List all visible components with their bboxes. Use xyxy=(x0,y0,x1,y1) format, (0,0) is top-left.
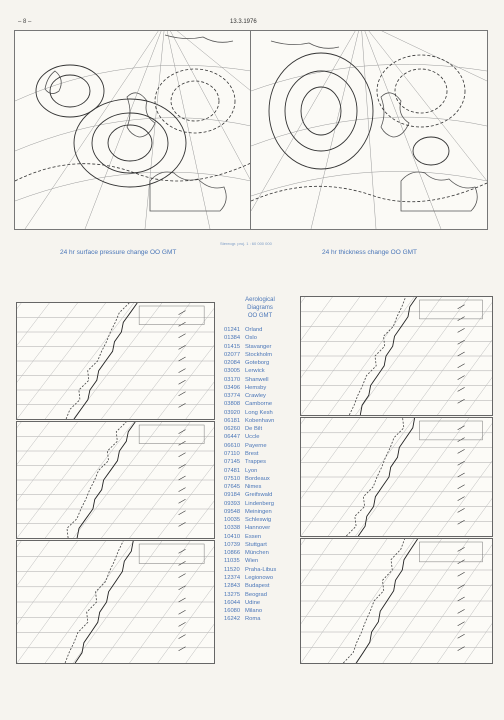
station-name: Crawley xyxy=(245,393,266,400)
station-row xyxy=(219,376,301,384)
station-name: Oslo xyxy=(245,335,257,342)
pressure-map-graphic xyxy=(15,31,251,229)
station-row xyxy=(219,566,301,574)
station-row xyxy=(219,549,301,557)
station-row xyxy=(219,400,301,408)
station-name: Wien xyxy=(245,558,259,565)
station-code: 16242 xyxy=(224,616,241,623)
station-code: 03496 xyxy=(224,384,241,391)
station-code: 01384 xyxy=(224,335,241,342)
station-row xyxy=(219,516,301,524)
station-row xyxy=(219,442,301,450)
station-code: 06181 xyxy=(224,417,241,424)
station-name: Stuttgart xyxy=(245,541,267,548)
station-code: 06260 xyxy=(224,426,241,433)
station-name: Lyon xyxy=(245,467,258,474)
station-code: 09184 xyxy=(224,492,241,499)
station-code: 03774 xyxy=(224,393,241,400)
station-code: 10866 xyxy=(224,550,241,557)
station-row xyxy=(219,433,301,441)
station-row xyxy=(219,615,301,623)
aerological-diagram xyxy=(300,296,493,416)
station-code: 10410 xyxy=(224,533,241,540)
station-code: 01415 xyxy=(224,343,241,350)
station-name: Kobenhavn xyxy=(245,417,275,424)
station-row xyxy=(219,591,301,599)
station-row xyxy=(219,467,301,475)
station-name: Meiningen xyxy=(245,508,272,515)
station-name: Lindenberg xyxy=(245,500,275,507)
station-code: 02077 xyxy=(224,351,241,358)
station-code: 10338 xyxy=(224,525,241,532)
station-row xyxy=(219,483,301,491)
station-row xyxy=(219,582,301,590)
station-name: Hannover xyxy=(245,525,271,532)
diagram-graphic xyxy=(17,541,214,663)
station-name: Trappes xyxy=(245,459,267,466)
station-code: 16080 xyxy=(224,608,241,615)
station-name: Roma xyxy=(245,616,261,623)
station-name: Stavanger xyxy=(245,343,272,350)
station-code: 07481 xyxy=(224,467,241,474)
station-name: Nimes xyxy=(245,484,262,491)
station-row xyxy=(219,384,301,392)
diagram-graphic xyxy=(17,303,214,419)
station-row xyxy=(219,533,301,541)
list-title-line: Diagrams xyxy=(247,305,273,311)
caption-pressure-change: 24 hr surface pressure change OO GMT xyxy=(60,249,177,256)
station-code: 06447 xyxy=(224,434,241,441)
station-code: 03170 xyxy=(224,376,241,383)
station-code: 06610 xyxy=(224,442,241,449)
list-title-line: Aerological xyxy=(245,297,275,303)
station-code: 10739 xyxy=(224,541,241,548)
station-code: 07645 xyxy=(224,484,241,491)
aerological-diagram xyxy=(16,421,215,539)
station-row xyxy=(219,392,301,400)
station-row xyxy=(219,599,301,607)
station-name: Milano xyxy=(245,608,263,615)
page-number: – 8 – xyxy=(18,19,32,25)
station-row xyxy=(219,508,301,516)
station-code: 09393 xyxy=(224,500,241,507)
station-list xyxy=(219,296,301,624)
station-name: Greifswald xyxy=(245,492,273,499)
station-code: 12843 xyxy=(224,583,241,590)
diagram-graphic xyxy=(17,422,214,538)
diagram-graphic xyxy=(301,297,492,415)
station-name: München xyxy=(245,550,269,557)
thickness-map-graphic xyxy=(251,31,487,229)
station-code: 07145 xyxy=(224,459,241,466)
station-name: Camborne xyxy=(245,401,273,408)
station-name: Schleswig xyxy=(245,517,272,524)
caption-thickness-change: 24 hr thickness change OO GMT xyxy=(322,249,418,256)
station-name: De Bilt xyxy=(245,426,263,433)
station-row xyxy=(219,450,301,458)
aerological-diagram xyxy=(300,417,493,537)
station-code: 07510 xyxy=(224,475,241,482)
station-row xyxy=(219,417,301,425)
station-list-title xyxy=(219,296,301,320)
station-code: 16044 xyxy=(224,599,241,606)
station-row xyxy=(219,326,301,334)
grid-note: Stereogr. proj. 1 : 60 000 000 xyxy=(220,241,272,246)
station-code: 07110 xyxy=(224,450,240,457)
station-row xyxy=(219,607,301,615)
diagram-graphic xyxy=(301,418,492,536)
station-name: Lerwick xyxy=(245,368,265,375)
station-name: Legionowo xyxy=(245,574,274,581)
station-name: Stockholm xyxy=(245,351,273,358)
station-row xyxy=(219,351,301,359)
aerological-diagram xyxy=(16,540,215,664)
station-name: Essen xyxy=(245,533,262,540)
station-name: Brest xyxy=(245,450,259,457)
station-name: Shanwell xyxy=(245,376,269,383)
station-code: 03920 xyxy=(224,409,241,416)
station-code: 03005 xyxy=(224,368,241,375)
list-title-line: OO GMT xyxy=(247,313,273,319)
thickness-change-map xyxy=(250,30,488,230)
station-code: 11035 xyxy=(224,558,240,565)
station-code: 12374 xyxy=(224,574,241,581)
station-row xyxy=(219,574,301,582)
station-name: Uccle xyxy=(245,434,260,441)
station-name: Hemsby xyxy=(245,384,267,391)
station-row xyxy=(219,458,301,466)
station-name: Payerne xyxy=(245,442,267,449)
station-code: 02084 xyxy=(224,360,241,367)
station-name: Bordeaux xyxy=(245,475,270,482)
station-row xyxy=(219,475,301,483)
station-name: Praha-Libus xyxy=(245,566,277,573)
station-row xyxy=(219,541,301,549)
station-row xyxy=(219,524,301,532)
station-name: Orland xyxy=(245,327,263,333)
station-code: 09548 xyxy=(224,508,241,515)
station-name: Goteborg xyxy=(245,360,270,367)
station-row xyxy=(219,343,301,351)
station-code: 13275 xyxy=(224,591,241,598)
station-name: Udine xyxy=(245,599,261,606)
station-name: Long Kesh xyxy=(245,409,273,416)
station-row xyxy=(219,425,301,433)
station-row xyxy=(219,334,301,342)
station-row xyxy=(219,557,301,565)
station-row xyxy=(219,500,301,508)
station-row xyxy=(219,491,301,499)
station-name: Budapest xyxy=(245,583,270,590)
surface-pressure-change-map xyxy=(14,30,252,230)
station-row xyxy=(219,367,301,375)
page-date: 13.3.1976 xyxy=(230,19,257,25)
station-code: 11520 xyxy=(224,566,240,573)
station-name: Beograd xyxy=(245,591,267,598)
station-code: 10035 xyxy=(224,517,241,524)
station-code: 03808 xyxy=(224,401,241,408)
station-code: 01241 xyxy=(224,327,241,333)
station-row xyxy=(219,359,301,367)
aerological-diagram xyxy=(300,538,493,664)
aerological-diagram xyxy=(16,302,215,420)
station-row xyxy=(219,409,301,417)
diagram-graphic xyxy=(301,539,492,663)
